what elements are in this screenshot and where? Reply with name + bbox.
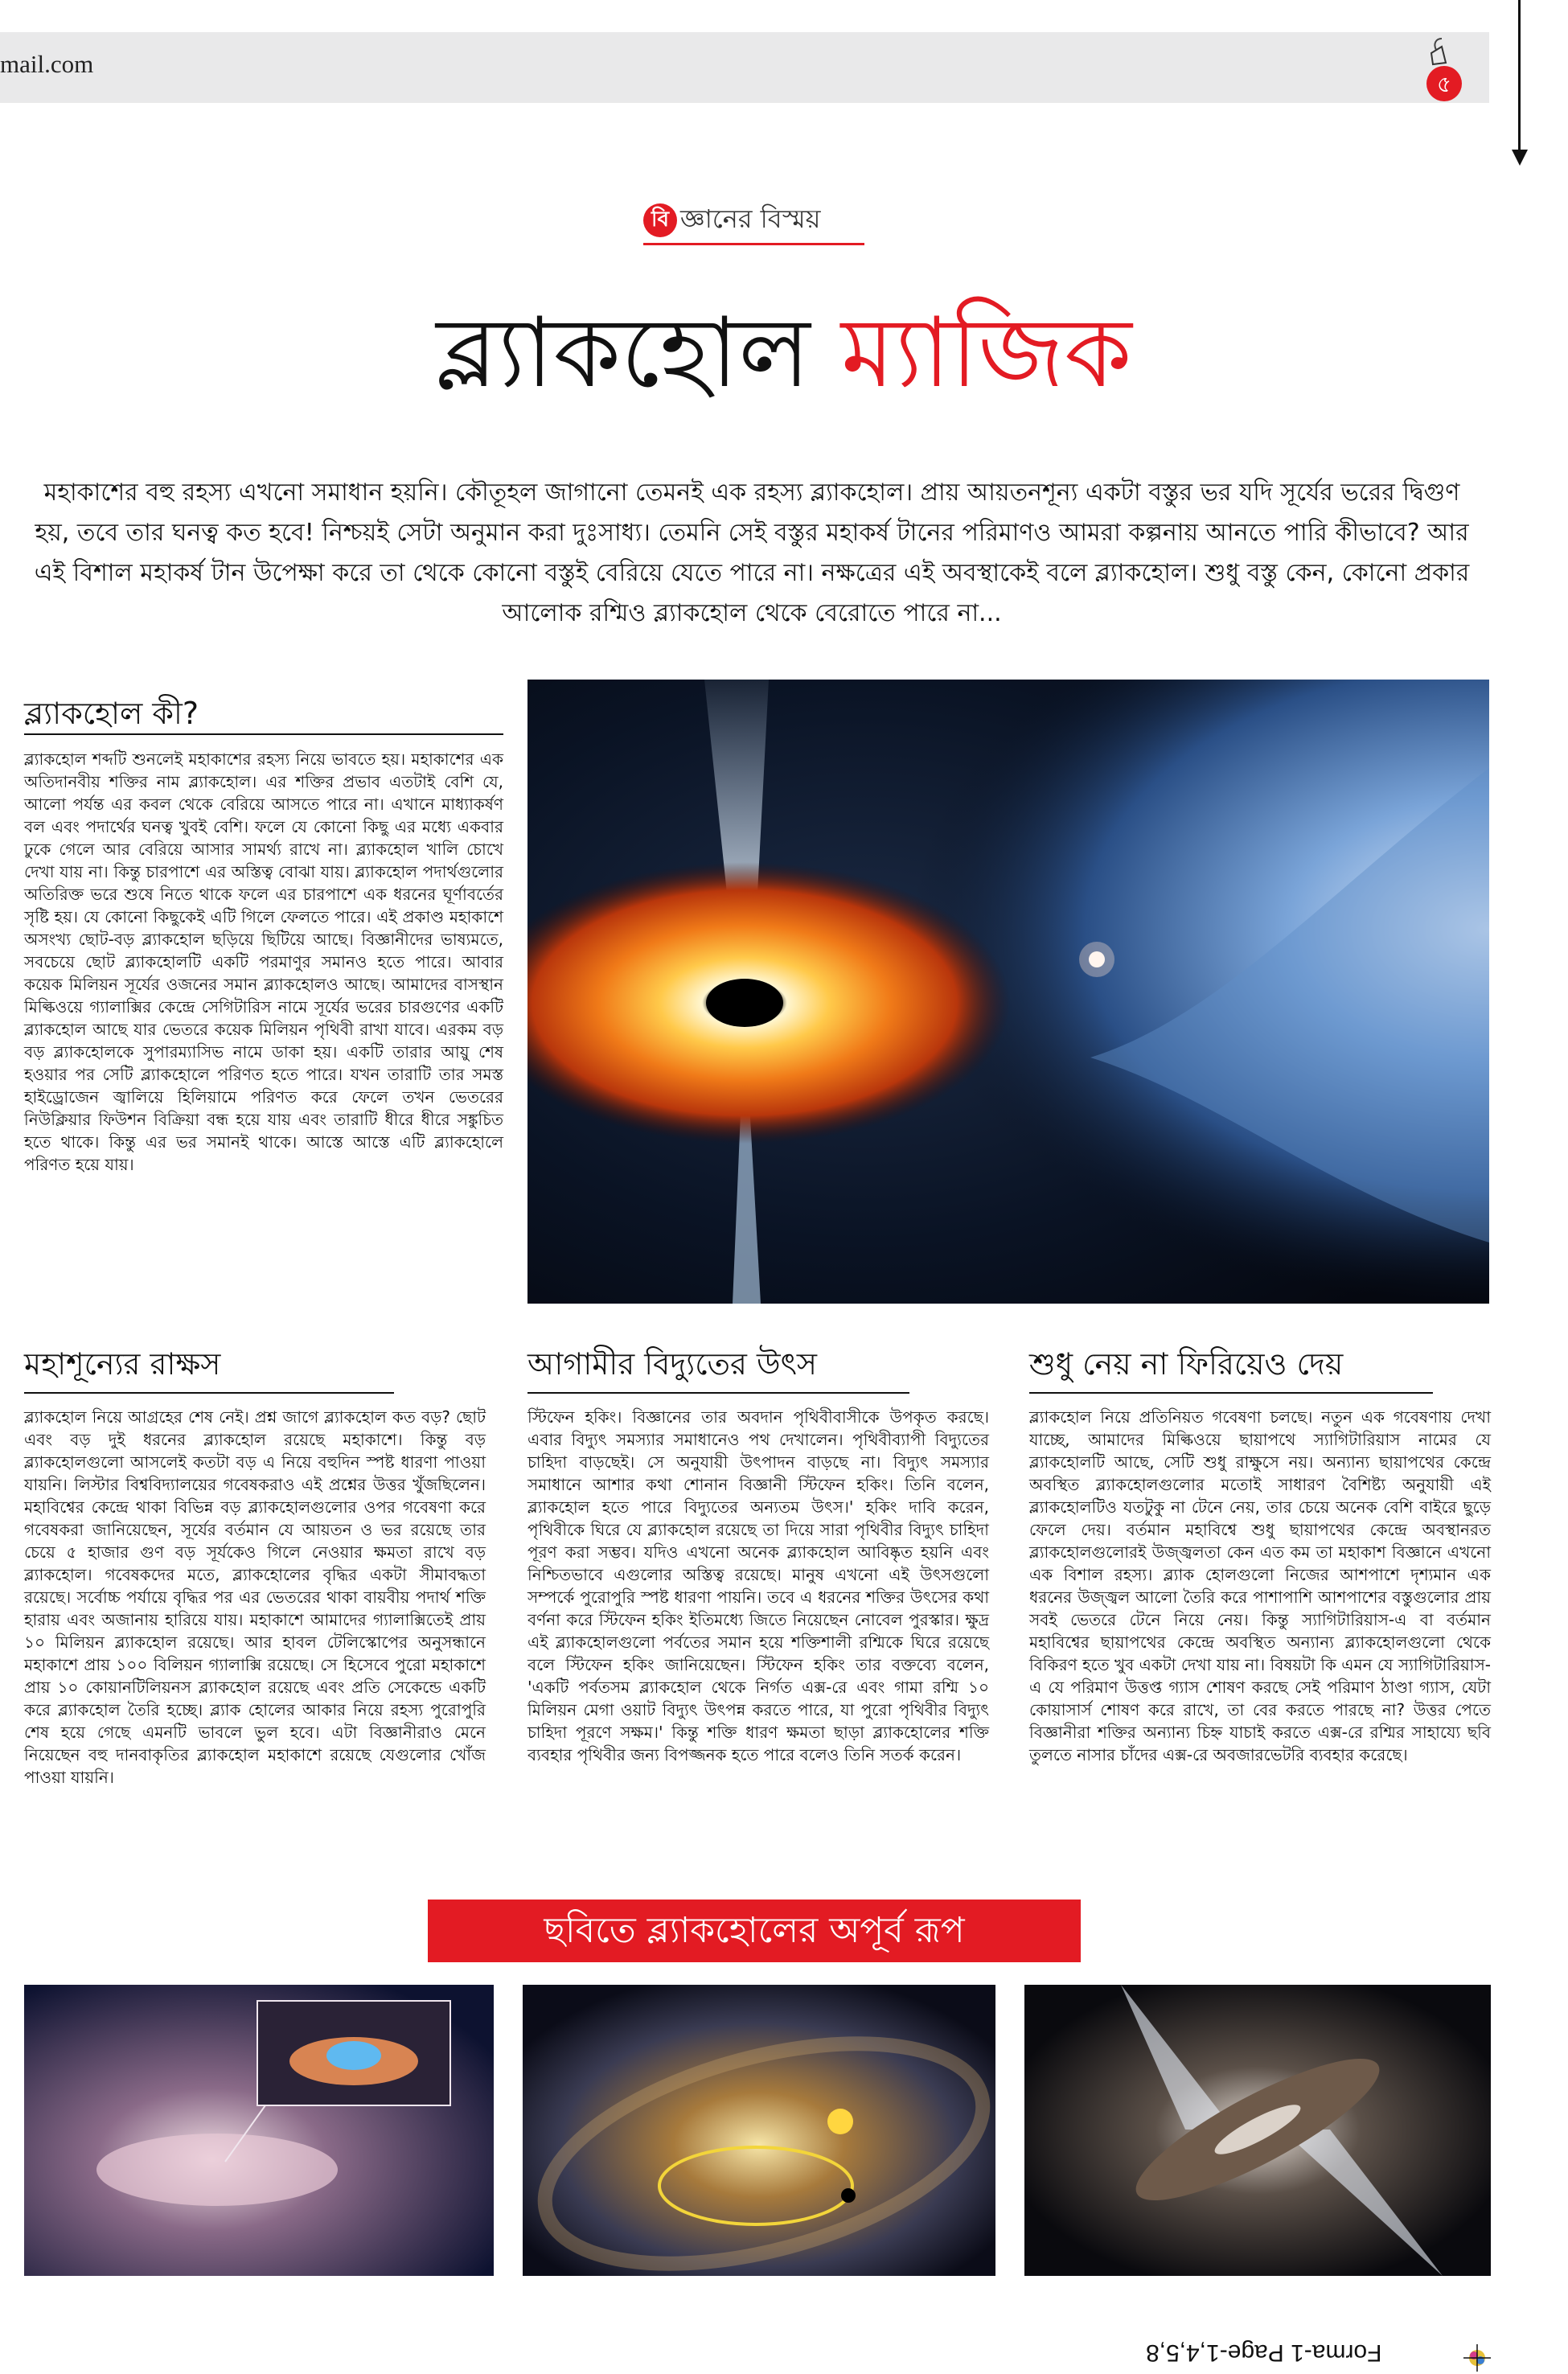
forma-label: Forma-1 Page-1,4,5,8 — [1146, 2339, 1382, 2366]
gallery-image-3 — [1024, 1985, 1491, 2276]
main-blackhole-image — [527, 680, 1489, 1304]
heading-rule-col-3 — [1029, 1392, 1433, 1394]
section-initial: বি — [643, 203, 677, 237]
heading-rule-col-2 — [527, 1392, 909, 1394]
heading-rule-col-1 — [24, 1392, 394, 1394]
registration-mark-icon — [1463, 2344, 1491, 2372]
body-col-1: ব্ল্যাকহোল নিয়ে আগ্রহের শেষ নেই। প্রশ্ন জাগে ব্ল্যাকহোল কত বড়? ছোট এবং বড় দুই ধরনের ব্ল্যাকহোল রয়েছে মহাকাশে। কিন্তু বড় ব্ল্যাকহোলগুলো আসলেই কতটা বড় এ নিয়ে বহুদিন স্পষ্ট ধারণা পাওয়া যায়নি। লিস্টার বিশ্ববিদ্যালয়ের গবেষকরাও এই প্রশ্নের উত্তর খুঁজছিলেন। মহাবিশ্বের কেন্দ্রে থাকা বিভিন্ন বড় ব্ল্যাকহোলগুলোর ওপর গবেষণা করে গবেষকরা জানিয়েছেন, সূর্যের বর্তমান যে আয়তন ও ভর রয়েছে তার চেয়ে ৫ হাজার গুণ বড় সূর্যকেও গিলে নেওয়ার ক্ষমতা রাখে বড় ব্ল্যাকহোল। গবেষকদের মতে, ব্ল্যাকহোলের বৃদ্ধির একটা সীমাবদ্ধতা রয়েছে। সর্বোচ্চ পর্যায়ে বৃদ্ধির পর এর ভেতরের থাকা বায়বীয় পদার্থ শক্তি হারায় এবং অজানায় হারিয়ে যায়। মহাকাশে আমাদের গ্যালাক্সিতেই প্রায় ১০ মিলিয়ন ব্ল্যাকহোল রয়েছে। আর হাবল টেলিস্কোপের অনুসন্ধানে মহাকাশে প্রায় ১০০ বিলিয়ন গ্যালাক্সি রয়েছে। সে হিসেবে পুরো মহাকাশে প্রায় ১০ কোয়ানটিলিয়নস ব্ল্যাকহোল রয়েছে এবং প্রতি সেকেন্ডে একটি করে ব্ল্যাকহোল তৈরি হচ্ছে। ব্ল্যাক হোলের আকার নিয়ে রহস্য পুরোপুরি শেষ হয়ে গেছে এমনটি ভাবলে ভুল হবে। এটা বিজ্ঞানীরাও মেনে নিয়েছেন বহু দানবাকৃতির ব্ল্যাকহোল মহাকাশে রয়েছে যেগুলোর খোঁজ পাওয়া যায়নি। — [24, 1407, 486, 1787]
gallery-image-1 — [24, 1985, 494, 2276]
section-label: জ্ঞানের বিস্ময় — [680, 203, 821, 234]
header-email: mail.com — [0, 50, 94, 78]
page-number-badge — [1415, 35, 1468, 105]
body-col-2: স্টিফেন হকিং। বিজ্ঞানের তার অবদান পৃথিবীবাসীকে উপকৃত করছে। এবার বিদ্যুৎ সমস্যার সমাধানেও পথ দেখালেন। পৃথিবীব্যাপী বিদ্যুতের চাহিদা বাড়ছেই। সে অনুযায়ী উৎপাদন বাড়ছে না। বিদ্যুৎ সমস্যার সমাধানে আশার কথা শোনান বিজ্ঞানী স্টিফেন হকিং। তিনি বলেন, ব্ল্যাকহোল হতে পারে বিদ্যুতের অন্যতম উৎস।' হকিং দাবি করেন, পৃথিবীকে ঘিরে যে ব্ল্যাকহোল রয়েছে তা দিয়ে সারা পৃথিবীর বিদ্যুৎ চাহিদা পূরণ করা সম্ভব। যদিও এখনো অনেক ব্ল্যাকহোল আবিষ্কৃত হয়নি এবং নিশ্চিতভাবে এগুলোর অস্তিত্ব রয়েছে। মানুষ এখনো এই উৎসগুলো সম্পর্কে পুরোপুরি স্পষ্ট ধারণা পায়নি। তবে এ ধরনের শক্তির উৎসের কথা বর্ণনা করে স্টিফেন হকিং ইতিমধ্যে জিতে নিয়েছেন নোবেল পুরস্কার। ক্ষুদ্র এই ব্ল্যাকহোলগুলো পর্বতের সমান হয়ে শক্তিশালী রশ্মিকে ঘিরে রয়েছে বলে স্টিফেন হকিং জানিয়েছেন। স্টিফেন হকিং তার বক্তব্যে বলেন, 'একটি পর্বতসম ব্ল্যাকহোল থেকে নির্গত এক্স-রে এবং গামা রশ্মি ১০ মিলিয়ন মেগা ওয়াট বিদ্যুৎ উৎপন্ন করতে পারে, যা পুরো পৃথিবীর বিদ্যুৎ চাহিদা পূরণে সক্ষম।' কিন্তু শক্তি ধারণ ক্ষমতা ছাড়া ব্ল্যাকহোলের শক্তি ব্যবহার পৃথিবীর জন্য বিপজ্জনক হতে পারে বলেও তিনি সতর্ক করেন। — [527, 1407, 989, 1764]
title-part-red: ম্যাজিক — [840, 298, 1132, 409]
body-what-is: ব্ল্যাকহোল শব্দটি শুনলেই মহাকাশের রহস্য নিয়ে ভাবতে হয়। মহাকাশের এক অতিদানবীয় শক্তির নাম ব্ল্যাকহোল। এর শক্তির প্রভাব এতটাই বেশি যে, আলো পর্যন্ত এর কবল থেকে বেরিয়ে আসতে পারে না। এখানে মাধ্যাকর্ষণ বল এবং পদার্থের ঘনত্ব খুবই বেশি। ফলে যে কোনো কিছু এর মধ্যে একবার ঢুকে গেলে আর বেরিয়ে আসার সামর্থ্য রাখে না। ব্ল্যাকহোল খালি চোখে দেখা যায় না। কিন্তু চারপাশে এর অস্তিত্ব বোঝা যায়। ব্ল্যাকহোল পদার্থগুলোর অতিরিক্ত ভরে শুষে নিতে থাকে ফলে এর চারপাশে এক ধরনের ঘূর্ণাবর্তের সৃষ্টি হয়। যে কোনো কিছুকেই এটি গিলে ফেলতে পারে। এই প্রকাণ্ড মহাকাশে অসংখ্য ছোট-বড় ব্ল্যাকহোল ছড়িয়ে ছিটিয়ে আছে। বিজ্ঞানীদের ভাষ্যমতে, সবচেয়ে ছোট ব্ল্যাকহোলটি একটি পরমাণুর সমানও হতে পারে। আবার কয়েক মিলিয়ন সূর্যের ওজনের সমান ব্ল্যাকহোলও আছে। আমাদের বাসস্থান মিল্কিওয়ে গ্যালাক্সির কেন্দ্রে সেগিটারিস নামে সূর্যের ভরের চারগুণের একটি ব্ল্যাকহোল আছে যার ভেতরে কয়েক মিলিয়ন পৃথিবী রাখা যাবে। এরকম বড় বড় ব্ল্যাকহোলকে সুপারম্যাসিভ নামে ডাকা হয়। একটি তারার আয়ু শেষ হওয়ার পর সেটি ব্ল্যাকহোলে পরিণত হতে পারে। যখন তারাটি তার সমস্ত হাইড্রোজেন জ্বালিয়ে হিলিয়ামে পরিণত করে ফেলে তখন ভেতরের নিউক্লিয়ার ফিউশন বিক্রিয়া বন্ধ হয়ে যায় এবং তারাটি ধীরে ধীরে সঙ্কুচিত হতে থাকে। কিন্তু এর ভর সমানই থাকে। আস্তে আস্তে এটি ব্ল্যাকহোলে পরিণত হয়ে যায়। — [24, 750, 504, 1174]
page-number: ৫ — [1436, 71, 1452, 97]
heading-col-3: শুধু নেয় না ফিরিয়েও দেয় — [1029, 1346, 1344, 1382]
heading-rule-what-is — [24, 733, 503, 735]
heading-col-1: মহাশূন্যের রাক্ষস — [24, 1346, 221, 1382]
gallery-image-2 — [523, 1985, 995, 2276]
section-underline — [643, 243, 864, 245]
header-strip — [0, 32, 1489, 103]
margin-arrow-line — [1518, 0, 1521, 153]
margin-arrow-head — [1512, 150, 1528, 166]
title-part-black: ব্ল্যাকহোল — [436, 298, 811, 409]
heading-col-2: আগামীর বিদ্যুতের উৎস — [527, 1346, 817, 1382]
intro-paragraph: মহাকাশের বহু রহস্য এখনো সমাধান হয়নি। কৌতূহল জাগানো তেমনই এক রহস্য ব্ল্যাকহোল। প্রায় আয়তনশূন্য একটা বস্তুর ভর যদি সূর্যের ভরের দ্বিগুণ হয়, তবে তার ঘনত্ব কত হবে! নিশ্চয়ই সেটা অনুমান করা দুঃসাধ্য। তেমনি সেই বস্তুর মহাকর্ষ টানের পরিমাণও আমরা কল্পনায় আনতে পারি কীভাবে? আর এই বিশাল মহাকর্ষ টান উপেক্ষা করে তা থেকে কোনো বস্তুই বেরিয়ে যেতে পারে না। নক্ষত্রের এই অবস্থাকেই বলে ব্ল্যাকহোল। শুধু বস্তু কেন, কোনো প্রকার আলোক রশ্মিও ব্ল্যাকহোল থেকে বেরোতে পারে না... — [34, 478, 1470, 627]
gallery-banner: ছবিতে ব্ল্যাকহোলের অপূর্ব রূপ — [428, 1900, 1081, 1962]
section-tag — [643, 201, 820, 240]
heading-what-is: ব্ল্যাকহোল কী? — [24, 696, 199, 731]
body-col-3: ব্ল্যাকহোল নিয়ে প্রতিনিয়ত গবেষণা চলছে। নতুন এক গবেষণায় দেখা যাচ্ছে, আমাদের মিল্কিওয়ে ছায়াপথে স্যাগিটারিয়াস নামের যে ব্ল্যাকহোলটি আছে, সেটি শুধু রাক্ষুসে নয়। অন্যান্য ছায়াপথের কেন্দ্রে অবস্থিত ব্ল্যাকহোলগুলোর মতোই সাধারণ বৈশিষ্ট্য অনুযায়ী এই ব্ল্যাকহোলটিও যতটুকু না টেনে নেয়, তার চেয়ে অনেক বেশি বাইরে ছুড়ে ফেলে দেয়। বর্তমান মহাবিশ্বে শুধু ছায়াপথের কেন্দ্রে অবস্থানরত ব্ল্যাকহোলগুলোরই উজ্জ্বলতা কেন এত কম তা মহাকাশ বিজ্ঞানে এখনো এক বিশাল রহস্য। ব্ল্যাক হোলগুলো নিজের আশপাশে দৃশ্যমান এক ধরনের উজ্জ্বল আলো তৈরি করে পাশাপাশি আশপাশের বস্তুগুলোর প্রায় সবই ভেতরে টেনে নিয়ে নেয়। কিন্তু স্যাগিটারিয়াস-এ বা বর্তমান মহাবিশ্বের ছায়াপথের কেন্দ্রে অবস্থিত অন্যান্য ব্ল্যাকহোলগুলো থেকে বিকিরণ হতে খুব একটা দেখা যায় না। বিষয়টা কি এমন যে স্যাগিটারিয়াস-এ যে পরিমাণ উত্তপ্ত গ্যাস শোষণ করছে সেই পরিমাণ ঠাণ্ডা গ্যাস, যেটা কোয়াসার্স শোষণ করে রাখে, তা বের করতে পারছে না? উত্তর পেতে বিজ্ঞানীরা শক্তির অন্যান্য চিহ্ন যাচাই করতে এক্স-রে রশ্মির সাহায্যে ছবি তুলতে নাসার চাঁদের এক্স-রে অবজারভেটরি ব্যবহার করেছে। — [1029, 1407, 1491, 1764]
page-title — [0, 290, 1568, 418]
